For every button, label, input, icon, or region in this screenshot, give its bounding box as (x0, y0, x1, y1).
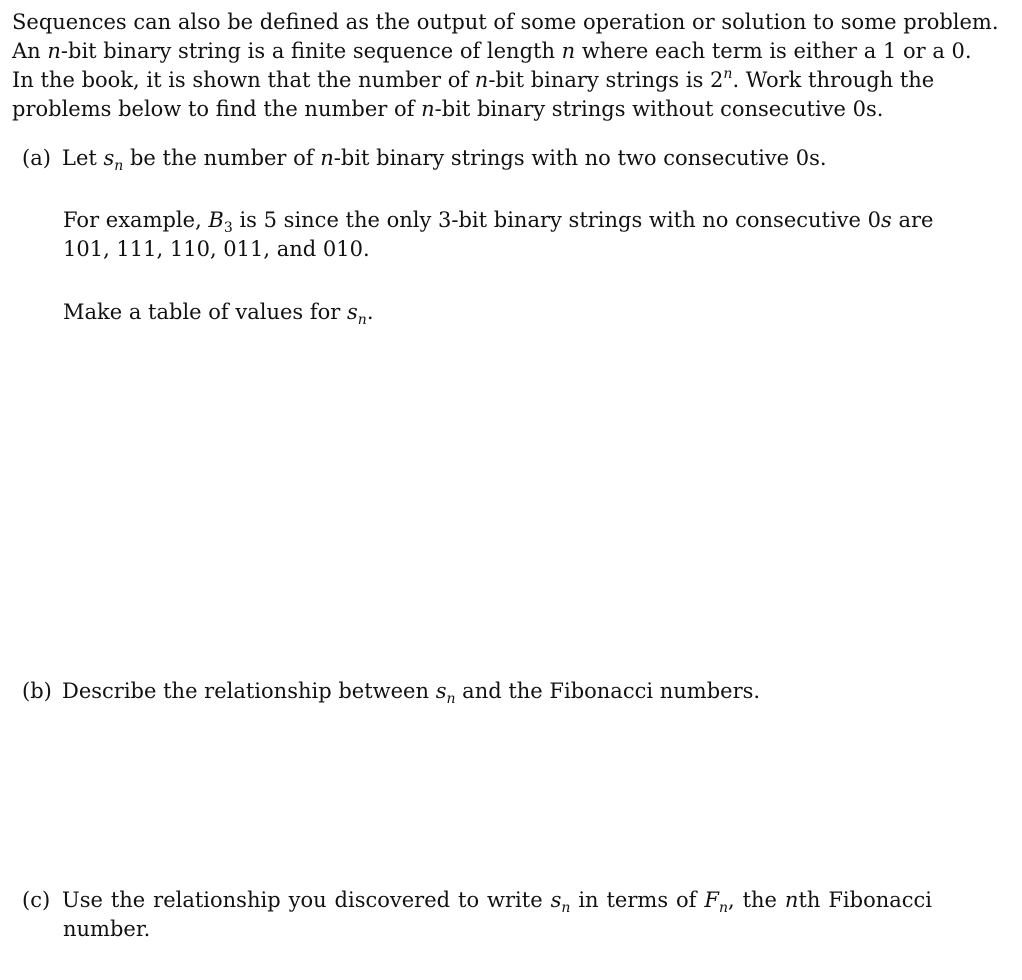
intro-text: -bit binary string is a finite sequence of length (60, 39, 562, 63)
part-c-text: th Fibonacci (798, 888, 933, 912)
intro-line-4 (12, 95, 932, 124)
math-subscript: n (561, 900, 571, 916)
math-var: n (47, 39, 61, 63)
math-subscript: n (114, 158, 124, 174)
math-var: n (421, 97, 435, 121)
intro-text: An (12, 39, 48, 63)
part-c-line-2: number. (63, 917, 151, 941)
part-c-text: Use the relationship you discovered to write (62, 888, 551, 912)
table-prompt-text: . (366, 300, 374, 324)
example-text: For example, (63, 208, 209, 232)
intro-text: problems below to find the number of (12, 97, 422, 121)
example-line-1 (63, 206, 932, 235)
intro-text: -bit binary strings without consecutive 0s. (434, 97, 884, 121)
math-var: B (208, 208, 224, 232)
part-a-text: Let (62, 146, 104, 170)
math-subscript: n (357, 312, 367, 328)
math-subscript: 3 (223, 220, 233, 236)
part-c-text: in terms of (570, 888, 705, 912)
math-var: n (320, 146, 334, 170)
intro-text: -bit binary strings is 2 (488, 68, 724, 92)
math-var: n (561, 39, 576, 63)
intro-text: where each term is either a 1 or a 0. (575, 39, 972, 63)
math-var: s (347, 300, 358, 324)
part-a-table-prompt (63, 298, 932, 327)
part-a-label: (a) (22, 146, 51, 170)
part-b-label: (b) (22, 679, 52, 703)
part-a-text: -bit binary strings with no two consecutive 0s. (333, 146, 827, 170)
math-var: s (550, 888, 562, 912)
math-var: n (784, 888, 799, 912)
part-b-question (22, 677, 932, 706)
part-b-text: Describe the relationship between (62, 679, 436, 703)
intro-text: Sequences can also be defined as the output of some operation or solution to some problem. (12, 10, 999, 34)
part-a-text: be the number of (123, 146, 321, 170)
part-c-text: , the (727, 888, 785, 912)
part-c-question (22, 886, 932, 944)
example-text: are (891, 208, 934, 232)
math-subscript: n (718, 900, 728, 916)
intro-line-2 (12, 37, 972, 66)
table-prompt-text: Make a table of values for (63, 300, 347, 324)
math-superscript: n (723, 66, 733, 82)
intro-line-1 (12, 8, 999, 37)
part-c-label: (c) (22, 888, 51, 912)
math-var: s (881, 208, 892, 232)
intro-text: . Work through the (732, 68, 935, 92)
math-var: n (474, 68, 489, 92)
example-line-2: 101, 111, 110, 011, and 010. (63, 237, 370, 261)
intro-paragraph (12, 8, 999, 124)
intro-text: In the book, it is shown that the number of (12, 68, 475, 92)
part-c-line-1 (22, 886, 932, 915)
example-text: is 5 since the only 3-bit binary strings with no consecutive 0 (232, 208, 882, 232)
intro-line-3 (12, 66, 935, 95)
part-a-question (22, 144, 932, 173)
math-subscript: n (446, 691, 456, 707)
math-var: s (103, 146, 115, 170)
math-var: s (435, 679, 447, 703)
part-b-text: and the Fibonacci numbers. (455, 679, 761, 703)
math-var: F (704, 888, 719, 912)
part-a-example (63, 206, 932, 264)
